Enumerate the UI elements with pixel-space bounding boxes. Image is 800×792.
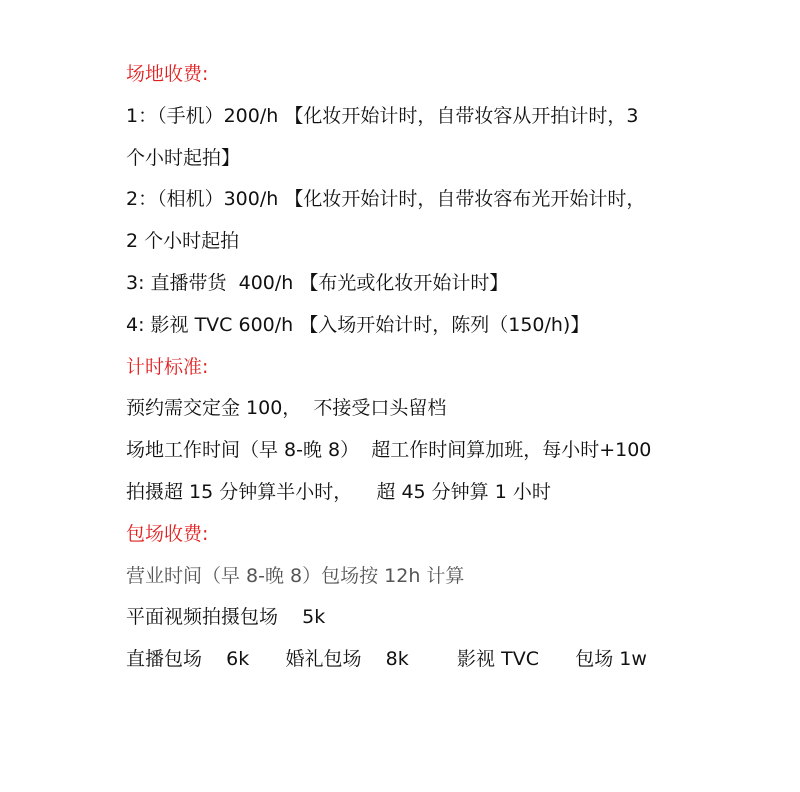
package-line-1: 营业时间（早 8-晚 8）包场按 12h 计算: [126, 564, 465, 587]
venue-fee-line-3: 2：（相机）300/h 【化妆开始计时，自带妆容布光开始计时，: [126, 188, 646, 211]
venue-fee-line-6: 4: 影视 TVC 600/h 【入场开始计时，陈列（150/h)】: [126, 313, 590, 336]
package-fee-heading: 包场收费:: [126, 522, 209, 545]
venue-fee-line-5: 3: 直播带货 400/h 【布光或化妆开始计时】: [126, 271, 509, 294]
venue-fee-line-2: 个小时起拍】: [126, 146, 241, 169]
pricing-document: [126, 54, 686, 681]
timing-line-3: 拍摄超 15 分钟算半小时， 超 45 分钟算 1 小时: [126, 480, 551, 503]
package-line-2: 平面视频拍摄包场 5k: [126, 606, 326, 629]
timing-line-1: 预约需交定金 100， 不接受口头留档: [126, 397, 447, 420]
timing-line-2: 场地工作时间（早 8-晚 8） 超工作时间算加班，每小时+100: [126, 439, 652, 462]
venue-fee-line-4: 2 个小时起拍: [126, 230, 240, 253]
venue-fee-heading: 场地收费:: [126, 63, 209, 85]
package-line-3: 直播包场 6k 婚礼包场 8k 影视 TVC 包场 1w: [126, 648, 647, 671]
timing-standard-heading: 计时标准:: [126, 355, 209, 378]
venue-fee-line-1: 1：（手机）200/h 【化妆开始计时，自带妆容从开拍计时，3: [126, 104, 639, 127]
